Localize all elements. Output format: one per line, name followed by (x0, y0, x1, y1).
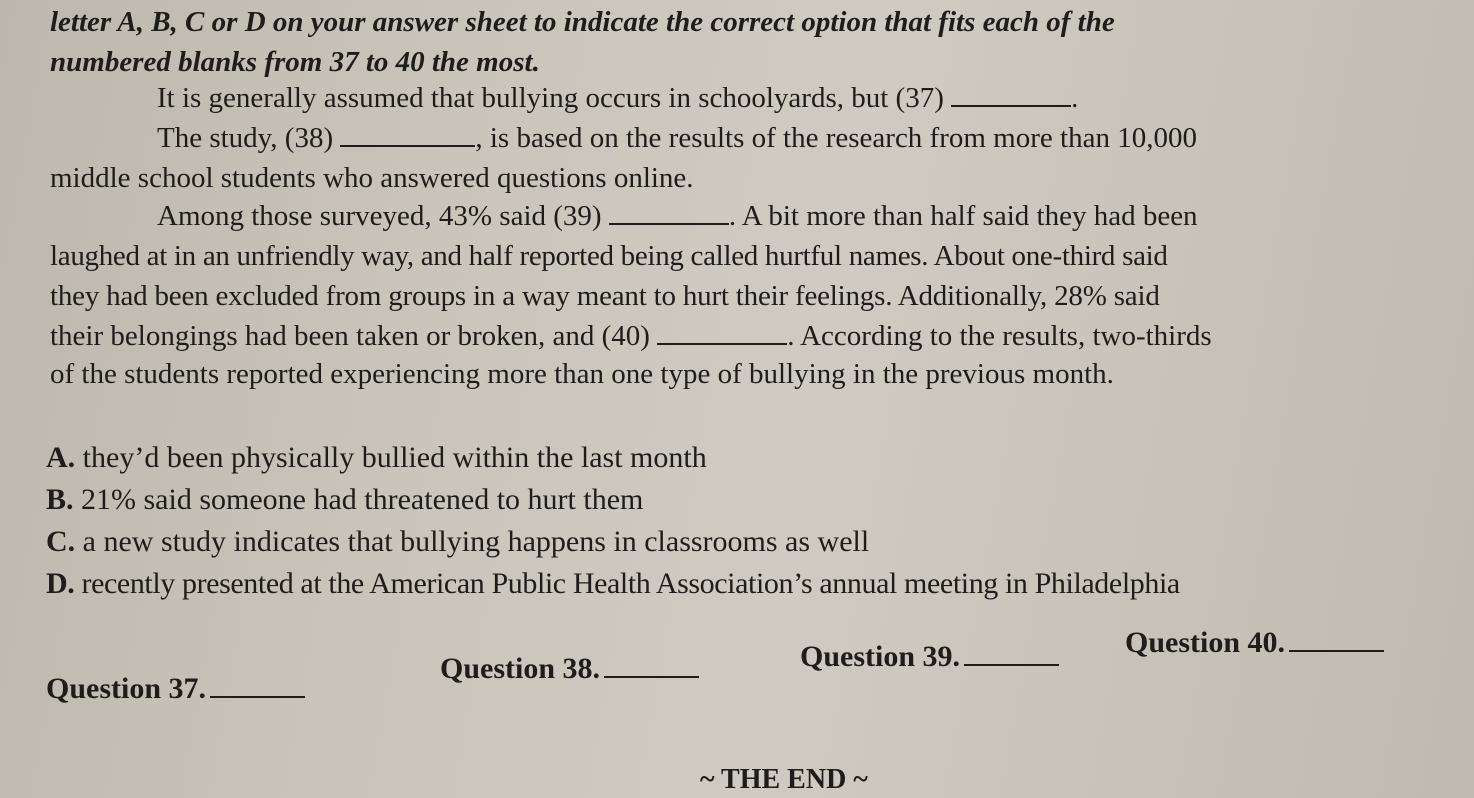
question-38-answer (440, 652, 699, 686)
passage-text: , is based on the results of the research from more than 10,000 (475, 122, 1197, 154)
passage-text: . According to the results, two-thirds (787, 320, 1212, 352)
passage-line (157, 80, 1078, 116)
passage-line (50, 238, 1168, 274)
passage-line (157, 198, 1198, 234)
answer-line (964, 642, 1059, 666)
option-text: recently presented at the American Public Health Association’s annual meeting in Philadelphia (81, 567, 1180, 600)
option-d (46, 566, 1180, 602)
blank-39 (609, 199, 729, 225)
option-letter: D. (46, 567, 75, 600)
answer-line (210, 674, 305, 698)
instructions (50, 2, 1430, 82)
the-end-footer: ~ THE END ~ (700, 764, 868, 795)
passage-text: they had been excluded from groups in a way meant to hurt their feelings. Additionally, 28% said (50, 280, 1160, 312)
passage-text: Among those surveyed, 43% said (39) (157, 200, 602, 232)
option-text: 21% said someone had threatened to hurt them (81, 483, 644, 516)
passage-text: of the students reported experiencing more than one type of bullying in the previous month. (50, 358, 1114, 390)
passage-line (50, 160, 694, 196)
passage-text: their belongings had been taken or broken, and (40) (50, 320, 650, 352)
question-label: Question 37. (46, 672, 207, 705)
passage-text: . (1071, 82, 1079, 114)
option-b (46, 482, 643, 518)
passage-text: It is generally assumed that bullying occurs in schoolyards, but (37) (157, 82, 944, 114)
option-letter: A. (46, 441, 76, 474)
option-text: a new study indicates that bullying happens in classrooms as well (82, 525, 870, 558)
option-a (46, 440, 707, 476)
answer-line (1289, 628, 1384, 652)
answer-line (604, 654, 699, 678)
option-letter: C. (46, 525, 76, 558)
instructions-line-2: numbered blanks from 37 to 40 the most. (50, 46, 540, 78)
passage-line (50, 318, 1212, 354)
blank-37 (951, 81, 1071, 107)
question-label: Question 39. (800, 640, 961, 673)
passage-line (157, 120, 1197, 156)
blank-38 (340, 121, 475, 147)
option-letter: B. (46, 483, 74, 516)
option-c (46, 524, 869, 560)
passage-line (50, 278, 1160, 314)
passage-text: middle school students who answered questions online. (50, 162, 694, 194)
option-text: they’d been physically bullied within the last month (82, 441, 707, 474)
passage-line (50, 356, 1114, 392)
passage-text: The study, (38) (157, 122, 334, 154)
question-label: Question 40. (1125, 626, 1286, 659)
question-37-answer (46, 672, 305, 706)
passage-text: . A bit more than half said they had been (728, 200, 1198, 232)
instructions-line-1: letter A, B, C or D on your answer sheet to indicate the correct option that fits each of the (50, 6, 1115, 38)
blank-40 (657, 319, 787, 345)
question-39-answer (800, 640, 1059, 674)
question-label: Question 38. (440, 652, 601, 685)
passage-text: laughed at in an unfriendly way, and half reported being called hurtful names. About one-third said (50, 240, 1168, 272)
question-40-answer (1125, 626, 1384, 660)
